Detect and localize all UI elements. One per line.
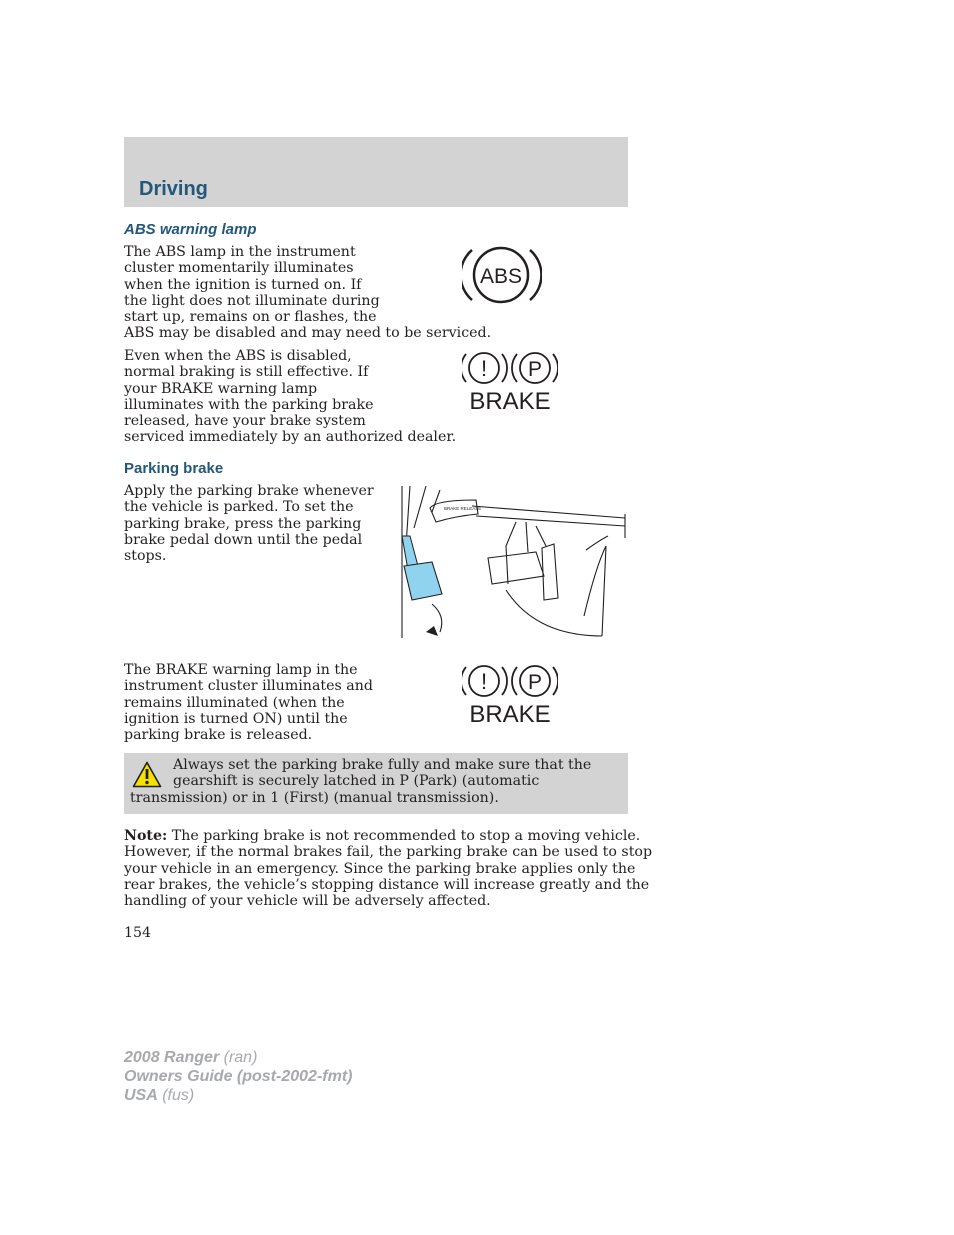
text-line: The BRAKE warning lamp in the (124, 662, 358, 678)
footer-model: 2008 Ranger (124, 1049, 220, 1066)
abs-warning-icon (462, 242, 542, 308)
text-line: parking brake, press the parking (124, 515, 362, 532)
abs-paragraph-1 (124, 244, 491, 342)
parking-brake-pedal (404, 562, 442, 600)
parking-paragraph-1 (124, 483, 374, 564)
illustration-line (430, 500, 478, 522)
page-number: 154 (124, 925, 152, 941)
footer-model-code: (ran) (219, 1049, 258, 1066)
footer-line: Owners Guide (post-2002-fmt) (124, 1068, 353, 1085)
text-line: Always set the parking brake fully and make sure that the (173, 757, 592, 773)
text-line: serviced immediately by an authorized dealer. (124, 429, 457, 446)
section-title: Driving (139, 178, 208, 200)
document-footer (124, 1048, 352, 1105)
text-line: your vehicle in an emergency. Since the parking brake applies only the (124, 860, 636, 877)
text-line: brake pedal down until the pedal (124, 531, 363, 548)
exclaim-icon-text: ! (480, 356, 488, 381)
exclaim-icon-right-arc (502, 667, 507, 695)
text-line: rear brakes, the vehicle’s stopping distance will increase greatly and the (124, 876, 650, 893)
abs-heading: ABS warning lamp (124, 221, 257, 238)
text-line: start up, remains on or flashes, the (124, 309, 377, 326)
abs-icon-right-arc (530, 250, 541, 300)
text-line: The ABS lamp in the instrument (124, 244, 356, 260)
footer-market-code: (fus) (157, 1087, 195, 1104)
illustration-line (414, 486, 426, 528)
illustration-line (536, 526, 546, 546)
section-header-band (124, 137, 628, 207)
exclaim-icon-right-arc (502, 354, 507, 382)
text-line: the vehicle is parked. To set the (124, 499, 354, 516)
note-text: The parking brake is not recommended to stop a moving vehicle. (167, 828, 641, 844)
parking-p-icon-left-arc (512, 667, 517, 695)
text-line: your BRAKE warning lamp (124, 380, 318, 397)
brake-warning-icon (462, 350, 558, 414)
text-line: ABS may be disabled and may need to be serviced. (124, 325, 492, 342)
note-label: Note: (124, 828, 168, 844)
text-line: the light does not illuminate during (124, 292, 380, 309)
text-line (124, 828, 652, 844)
abs-icon-left-arc (462, 250, 472, 300)
illustration-line (476, 516, 625, 526)
text-line: stops. (124, 548, 167, 565)
illustration-line (542, 544, 558, 600)
parking-p-icon-right-arc (553, 667, 558, 695)
pedal-direction-arrow (426, 626, 438, 636)
parking-p-icon-right-arc (553, 354, 558, 382)
brake-icon-label: BRAKE (469, 388, 551, 414)
abs-paragraph-2 (124, 348, 456, 446)
note-paragraph (124, 828, 652, 909)
footer-line (124, 1048, 352, 1067)
text-line: instrument cluster illuminates and (124, 678, 373, 695)
text-line: transmission) or in 1 (First) (manual transmission). (130, 789, 499, 806)
text-line: Even when the ABS is disabled, (124, 348, 352, 364)
text-line: normal braking is still effective. If (124, 364, 369, 381)
text-line: ignition is turned ON) until the (124, 710, 348, 727)
text-line: gearshift is securely latched in P (Park) (automatic (173, 773, 540, 790)
abs-icon-text: ABS (479, 265, 523, 288)
text-line: cluster momentarily illuminates (124, 260, 354, 277)
illustration-label: BRAKE RELEASE (444, 506, 482, 511)
illustration-line (506, 522, 516, 584)
text-line: Apply the parking brake whenever (124, 483, 374, 499)
parking-p-icon-text: P (527, 671, 543, 694)
text-line: handling of your vehicle will be adversely affected. (124, 893, 491, 910)
parking-p-icon-text: P (527, 358, 543, 381)
warning-box (124, 753, 628, 814)
text-line: illuminates with the parking brake (124, 396, 374, 413)
parking-paragraph-2 (124, 662, 373, 743)
text-line: However, if the normal brakes fail, the parking brake can be used to stop (124, 844, 653, 861)
illustration-line (526, 522, 528, 552)
warning-text (130, 757, 591, 806)
footer-line (124, 1086, 352, 1105)
parking-p-icon-left-arc (512, 354, 517, 382)
illustration-line (506, 590, 602, 636)
text-line: when the ignition is turned on. If (124, 276, 362, 293)
footer-market: USA (124, 1087, 158, 1104)
illustration-line (432, 490, 440, 512)
illustration-line (584, 546, 606, 636)
text-line: remains illuminated (when the (124, 694, 345, 711)
illustration-line (472, 506, 625, 518)
brake-warning-icon (462, 663, 558, 727)
exclaim-icon-text: ! (480, 669, 488, 694)
brake-icon-label: BRAKE (469, 701, 551, 727)
illustration-line (488, 552, 544, 584)
exclaim-icon-left-arc (462, 354, 466, 382)
parking-brake-pedal-illustration (396, 486, 628, 642)
text-line: parking brake is released. (124, 727, 313, 744)
exclaim-icon-left-arc (462, 667, 466, 695)
parking-brake-heading: Parking brake (124, 460, 224, 477)
text-line: released, have your brake system (124, 413, 366, 430)
